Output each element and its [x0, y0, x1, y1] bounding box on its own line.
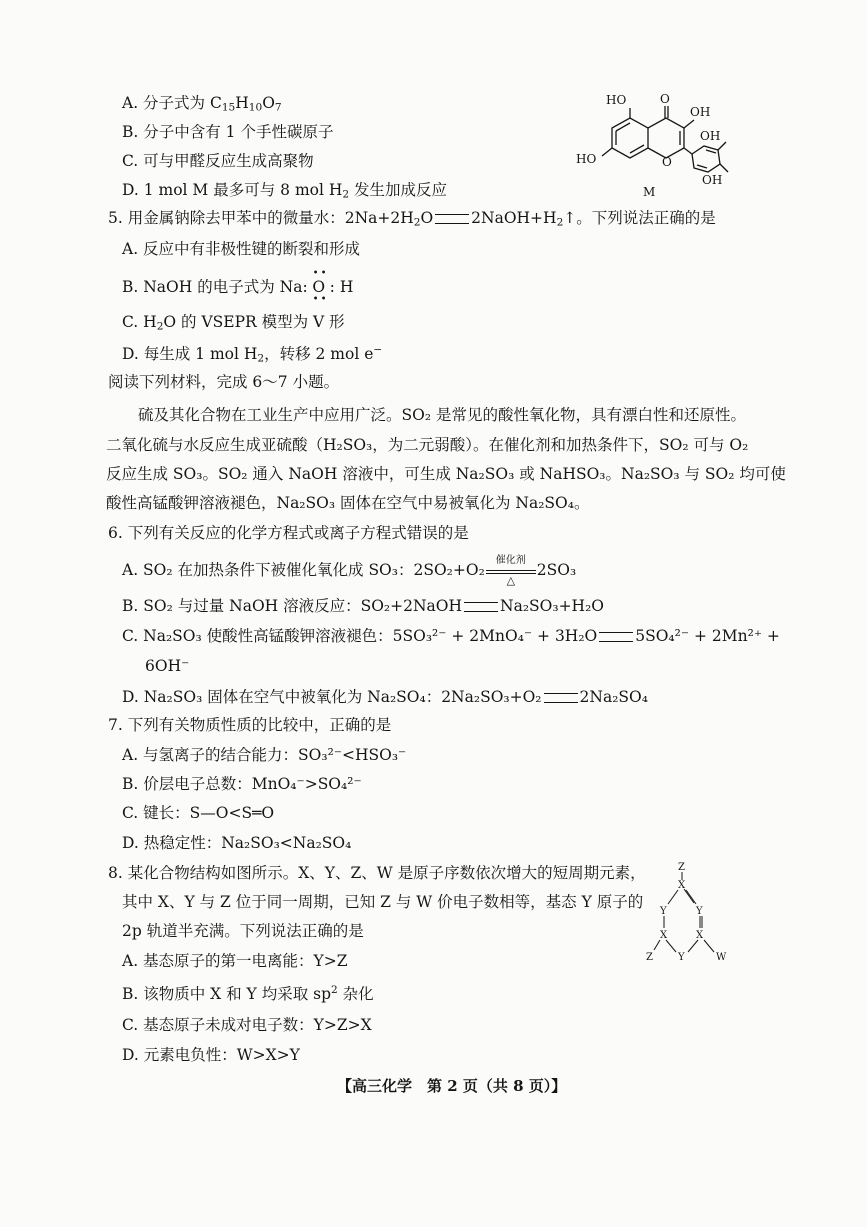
q8-option-c: C. 基态原子未成对电子数：Y>Z>X [122, 1016, 372, 1034]
page-footer: 【高三化学 第 2 页（共 8 页）】 [337, 1077, 567, 1095]
q7-option-a: A. 与氢离子的结合能力：SO₃²⁻<HSO₃⁻ [122, 746, 407, 764]
reading-p2: 二氧化硫与水反应生成亚硫酸（H₂SO₃，为二元弱酸）。在催化剂和加热条件下，SO₂ 可与 O₂ [106, 436, 749, 454]
struct-y-left: Y [660, 906, 667, 917]
struct-y-right: Y [696, 906, 703, 917]
q5-option-d: D. 每生成 1 mol $H_2$，转移 2 mol e− [122, 344, 383, 365]
q8-compound-structure [640, 860, 740, 970]
mol-oh-b1: OH [700, 129, 721, 143]
q8-option-d: D. 元素电负性：W>X>Y [122, 1046, 300, 1064]
q4-option-b: B. 分子中含有 1 个手性碳原子 [122, 123, 334, 141]
q7-stem: 7. 下列有关物质性质的比较中，正确的是 [108, 716, 392, 734]
mol-label: M [643, 185, 656, 199]
q6-option-b: B. SO₂ 与过量 NaOH 溶液反应：SO₂+2NaOH Na₂SO₃+H₂O [122, 597, 604, 615]
q6-option-c-line2: 6OH⁻ [145, 657, 190, 675]
q6-option-c: C. Na₂SO₃ 使酸性高锰酸钾溶液褪色：5SO₃²⁻ + 2MnO₄⁻ + 3H₂O 5SO₄²⁻ + 2Mn²⁺ + [122, 627, 780, 645]
q4-option-d: D. 1 mol M 最多可与 8 mol $H_2$ 发生加成反应 [122, 181, 448, 201]
struct-z-bottom-left: Z [646, 952, 653, 963]
mol-oh-c3: OH [690, 105, 711, 119]
q5-option-c: C. $H_2O$ 的 VSEPR 模型为 V 形 [122, 313, 345, 333]
q6-option-d: D. Na₂SO₃ 固体在空气中被氧化为 Na₂SO₄：2Na₂SO₃+O₂ 2Na₂SO₄ [122, 688, 648, 706]
q4-option-c: C. 可与甲醛反应生成高聚物 [122, 152, 314, 170]
struct-x-top: X [678, 880, 686, 891]
struct-w: W [716, 952, 727, 963]
mol-ho-bottom: HO [576, 152, 597, 166]
q6-stem: 6. 下列有关反应的化学方程式或离子方程式错误的是 [108, 524, 469, 542]
struct-x-left: X [660, 930, 668, 941]
q8-option-a: A. 基态原子的第一电离能：Y>Z [122, 952, 348, 970]
q7-option-b: B. 价层电子总数：MnO₄⁻>SO₄²⁻ [122, 775, 362, 793]
mol-oh-b2: OH [702, 173, 723, 187]
reading-p3: 反应生成 SO₃。SO₂ 通入 NaOH 溶液中，可生成 Na₂SO₃ 或 NaHSO₃。Na₂SO₃ 与 SO₂ 均可使 [106, 465, 786, 483]
molecule-m-structure [570, 88, 740, 203]
q8-stem-line1: 8. 某化合物结构如图所示。X、Y、Z、W 是原子序数依次增大的短周期元素， [108, 864, 646, 882]
q8-option-b: B. 该物质中 X 和 Y 均采取 $sp^2$ 杂化 [122, 984, 374, 1003]
q7-option-c: C. 键长：S—O<S═O [122, 804, 275, 822]
struct-y-bottom: Y [678, 952, 685, 963]
mol-ho-top: HO [606, 93, 627, 107]
q8-stem-line2: 其中 X、Y 与 Z 位于同一周期，已知 Z 与 W 价电子数相等，基态 Y 原子的 [122, 893, 644, 911]
mol-o-ring: O [662, 155, 672, 169]
equal-sign [464, 602, 498, 612]
equal-sign [599, 632, 633, 642]
equal-sign [435, 214, 469, 224]
q5-option-b: B. NaOH 的电子式为 Na: •• O •• : H [122, 268, 354, 305]
q5-stem: 5. 用金属钠除去甲苯中的微量水：$2Na+2H_2O$ $2NaOH+H_2↑$。下列说法正确的是 [108, 209, 716, 229]
reading-p1: 硫及其化合物在工业生产中应用广泛。SO₂ 是常见的酸性氧化物，具有漂白性和还原性。 [138, 406, 746, 424]
mol-o-keto: O [660, 92, 670, 106]
reading-p4: 酸性高锰酸钾溶液褪色，Na₂SO₃ 固体在空气中易被氧化为 Na₂SO₄。 [106, 494, 590, 512]
catalyst-arrow: 催化剂 △ [486, 564, 536, 578]
q8-stem-line3: 2p 轨道半充满。下列说法正确的是 [122, 922, 364, 940]
reading-intro: 阅读下列材料，完成 6～7 小题。 [108, 373, 340, 391]
q5-option-a: A. 反应中有非极性键的断裂和形成 [122, 240, 361, 258]
q6-option-a: A. SO₂ 在加热条件下被催化氧化成 SO₃：2SO₂+O₂ 催化剂 △ 2SO₃ [122, 555, 577, 587]
q4-option-a: A. 分子式为 $C_{15}H_{10}O_7$ [122, 94, 282, 114]
q7-option-d: D. 热稳定性：Na₂SO₃<Na₂SO₄ [122, 834, 352, 852]
struct-z-top: Z [678, 862, 685, 873]
struct-x-right: X [696, 930, 704, 941]
equal-sign [544, 693, 578, 703]
